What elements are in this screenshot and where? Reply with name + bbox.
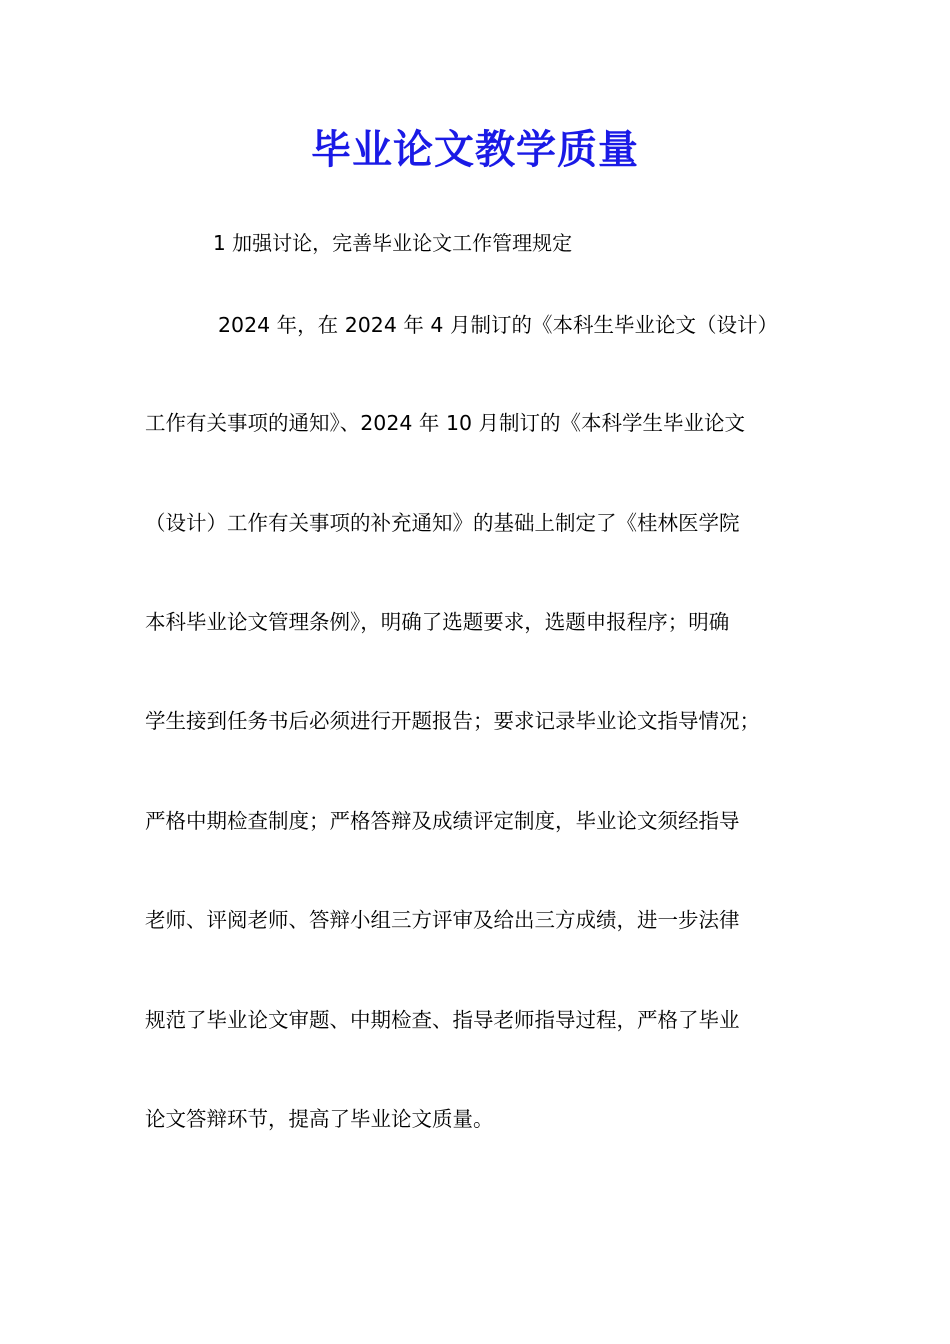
paragraph-line: （设计）工作有关事项的补充通知》的基础上制定了《桂林医学院 bbox=[145, 511, 740, 535]
paragraph-line: 工作有关事项的通知》、2024 年 10 月制订的《本科学生毕业论文 bbox=[145, 411, 746, 435]
document-title: 毕业论文教学质量 bbox=[311, 126, 639, 173]
paragraph-line: 严格中期检查制度；严格答辩及成绩评定制度，毕业论文须经指导 bbox=[145, 809, 740, 833]
paragraph-line: 学生接到任务书后必须进行开题报告；要求记录毕业论文指导情况； bbox=[145, 709, 760, 733]
paragraph-line: 老师、评阅老师、答辩小组三方评审及给出三方成绩，进一步法律 bbox=[145, 908, 740, 932]
paragraph-line: 2024 年，在 2024 年 4 月制订的《本科生毕业论文（设计） bbox=[218, 313, 778, 337]
paragraph-line: 论文答辩环节，提高了毕业论文质量。 bbox=[145, 1107, 494, 1131]
paragraph-line: 规范了毕业论文审题、中期检查、指导老师指导过程，严格了毕业 bbox=[145, 1008, 740, 1032]
paragraph-line: 本科毕业论文管理条例》，明确了选题要求，选题申报程序；明确 bbox=[145, 610, 730, 634]
section-heading: 1 加强讨论，完善毕业论文工作管理规定 bbox=[213, 231, 573, 255]
